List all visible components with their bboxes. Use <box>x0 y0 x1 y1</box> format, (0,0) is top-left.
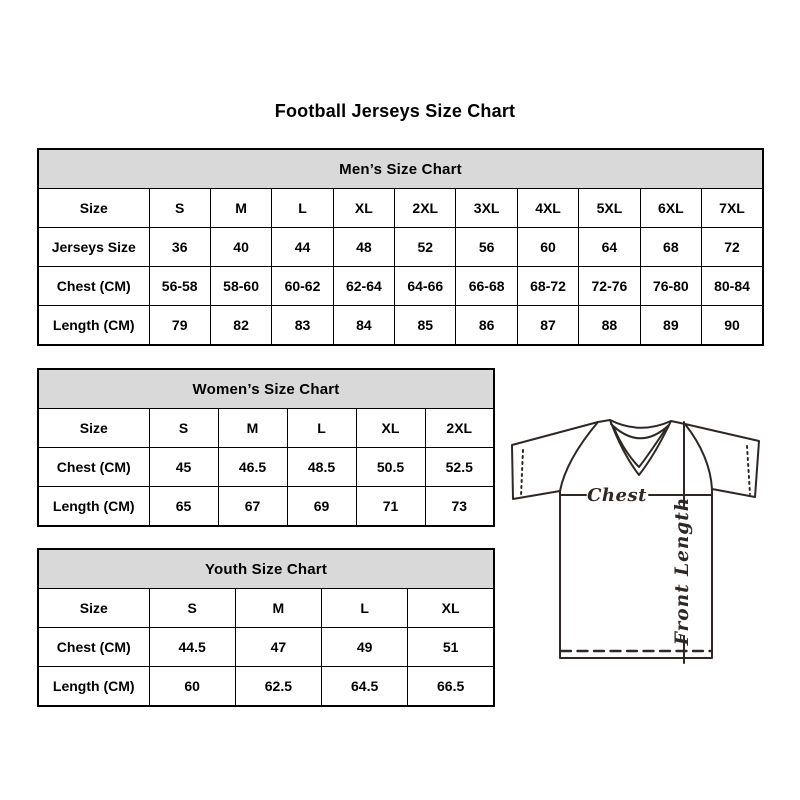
row-header: Size <box>38 409 149 448</box>
size-value: 85 <box>395 306 456 346</box>
size-value: 84 <box>333 306 394 346</box>
size-value: L <box>322 589 408 628</box>
size-value: 89 <box>640 306 701 346</box>
table-row <box>38 589 494 628</box>
row-header: Size <box>38 589 149 628</box>
table-title-row <box>38 549 494 589</box>
size-value: 44.5 <box>149 628 235 667</box>
table-row <box>38 448 494 487</box>
size-value: 64-66 <box>395 267 456 306</box>
table-row <box>38 487 494 527</box>
size-value: 60 <box>149 667 235 707</box>
table-row <box>38 628 494 667</box>
size-value: 68 <box>640 228 701 267</box>
row-header: Length (CM) <box>38 667 149 707</box>
size-value: S <box>149 409 218 448</box>
size-value: 5XL <box>579 189 640 228</box>
row-header: Size <box>38 189 149 228</box>
size-value: 86 <box>456 306 517 346</box>
size-value: 82 <box>210 306 271 346</box>
youth-size-table <box>37 548 495 707</box>
size-value: 52.5 <box>425 448 494 487</box>
row-header: Chest (CM) <box>38 448 149 487</box>
jersey-measurement-diagram <box>504 408 778 670</box>
size-value: S <box>149 189 210 228</box>
size-value: 36 <box>149 228 210 267</box>
size-value: 80-84 <box>702 267 763 306</box>
size-value: S <box>149 589 235 628</box>
size-value: 71 <box>356 487 425 527</box>
size-value: 72 <box>702 228 763 267</box>
size-value: 48 <box>333 228 394 267</box>
size-value: 45 <box>149 448 218 487</box>
left-cuff-stitch-line <box>521 450 523 496</box>
size-value: 62.5 <box>235 667 321 707</box>
size-value: 69 <box>287 487 356 527</box>
size-value: M <box>218 409 287 448</box>
size-value: 88 <box>579 306 640 346</box>
front-length-label: Front Length <box>672 496 693 646</box>
size-value: 76-80 <box>640 267 701 306</box>
table-row <box>38 409 494 448</box>
size-value: 47 <box>235 628 321 667</box>
table-row <box>38 267 763 306</box>
page-title: Football Jerseys Size Chart <box>274 101 516 121</box>
size-value: XL <box>333 189 394 228</box>
row-header: Length (CM) <box>38 306 149 346</box>
size-value: 51 <box>408 628 494 667</box>
size-value: 60-62 <box>272 267 333 306</box>
size-value: 58-60 <box>210 267 271 306</box>
size-value: 40 <box>210 228 271 267</box>
size-value: 3XL <box>456 189 517 228</box>
row-header: Chest (CM) <box>38 628 149 667</box>
table-title-row <box>38 149 763 189</box>
size-value: 50.5 <box>356 448 425 487</box>
table-title: Women’s Size Chart <box>38 369 494 409</box>
chest-label: Chest <box>587 485 647 506</box>
row-header: Length (CM) <box>38 487 149 527</box>
row-header: Jerseys Size <box>38 228 149 267</box>
row-header: Chest (CM) <box>38 267 149 306</box>
left-armhole-seam <box>560 422 598 491</box>
size-value: 90 <box>702 306 763 346</box>
table-row <box>38 189 763 228</box>
size-value: 56-58 <box>149 267 210 306</box>
size-value: 64 <box>579 228 640 267</box>
jersey-outline-path <box>512 420 759 658</box>
size-value: 2XL <box>425 409 494 448</box>
size-value: L <box>272 189 333 228</box>
size-value: 2XL <box>395 189 456 228</box>
size-value: L <box>287 409 356 448</box>
size-value: 67 <box>218 487 287 527</box>
size-value: 68-72 <box>517 267 578 306</box>
size-value: 46.5 <box>218 448 287 487</box>
size-value: 62-64 <box>333 267 394 306</box>
table-title: Youth Size Chart <box>38 549 494 589</box>
size-value: XL <box>408 589 494 628</box>
size-value: 66.5 <box>408 667 494 707</box>
size-value: 6XL <box>640 189 701 228</box>
size-value: 4XL <box>517 189 578 228</box>
table-title-row <box>38 369 494 409</box>
size-value: 7XL <box>702 189 763 228</box>
womens-size-table <box>37 368 495 527</box>
size-value: 72-76 <box>579 267 640 306</box>
right-cuff-stitch-line <box>747 446 750 494</box>
size-value: 44 <box>272 228 333 267</box>
size-value: 65 <box>149 487 218 527</box>
size-value: 64.5 <box>322 667 408 707</box>
table-row <box>38 306 763 346</box>
mens-size-table <box>37 148 764 346</box>
size-value: 83 <box>272 306 333 346</box>
size-value: 56 <box>456 228 517 267</box>
size-value: 73 <box>425 487 494 527</box>
size-value: XL <box>356 409 425 448</box>
size-value: 87 <box>517 306 578 346</box>
right-armhole-seam <box>685 424 712 489</box>
size-value: 52 <box>395 228 456 267</box>
table-title: Men’s Size Chart <box>38 149 763 189</box>
table-row <box>38 228 763 267</box>
table-row <box>38 667 494 707</box>
size-value: 79 <box>149 306 210 346</box>
size-value: 49 <box>322 628 408 667</box>
size-value: 60 <box>517 228 578 267</box>
size-value: M <box>210 189 271 228</box>
size-value: 66-68 <box>456 267 517 306</box>
size-value: M <box>235 589 321 628</box>
size-value: 48.5 <box>287 448 356 487</box>
